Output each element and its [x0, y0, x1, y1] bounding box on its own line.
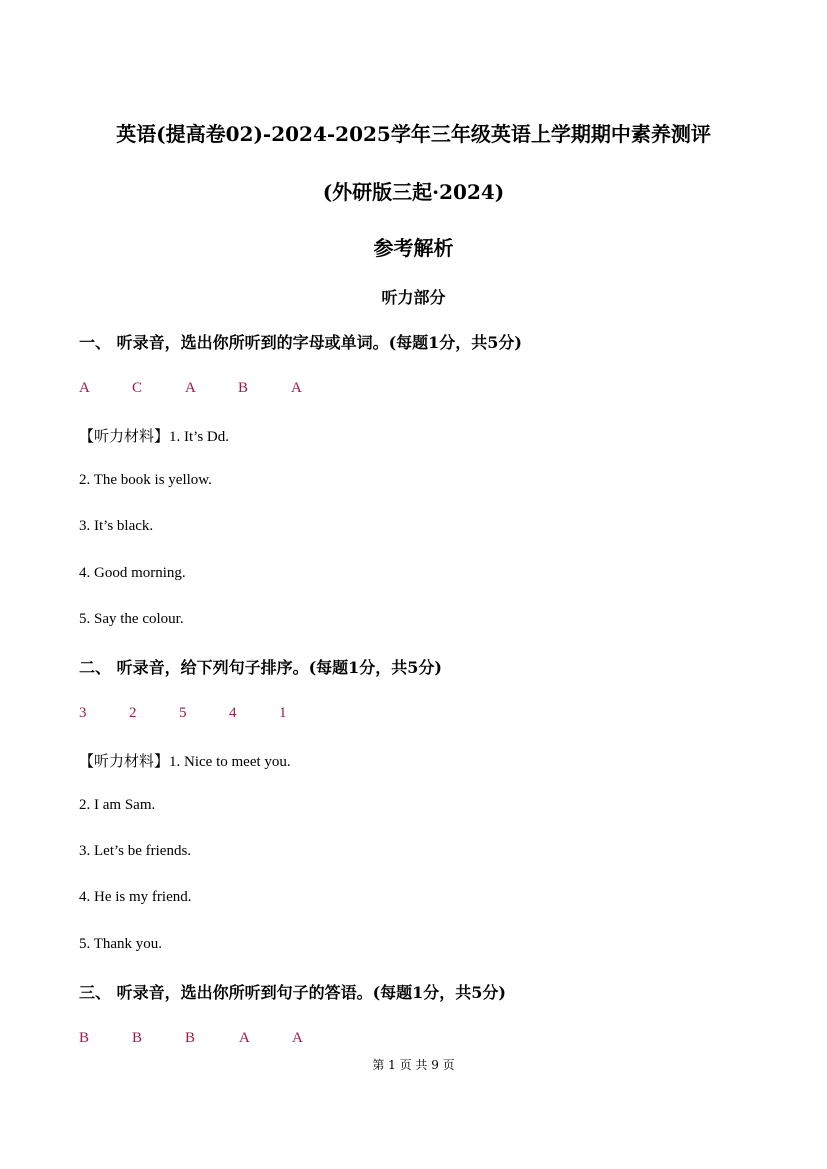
answer: A	[79, 380, 90, 396]
answer: A	[292, 1030, 303, 1046]
answer: A	[239, 1030, 250, 1046]
listening-material-line: 4. He is my friend.	[79, 889, 192, 905]
answer: B	[79, 1030, 90, 1046]
answer: C	[132, 380, 143, 396]
listening-material-line: 3. It’s black.	[79, 518, 154, 534]
listening-material-line: 【听力材料】1. It’s Dd.	[79, 427, 230, 445]
material-label: 【听力材料】	[79, 427, 170, 445]
section-3-title: 三、 听录音，选出你所听到句子的答语。(每题1分，共5分)	[79, 983, 506, 1002]
answer: 1	[279, 705, 287, 721]
listening-material-line: 3. Let’s be friends.	[79, 843, 192, 859]
answer: B	[132, 1030, 143, 1046]
answer: 5	[179, 705, 187, 721]
listening-material-line: 【听力材料】1. Nice to meet you.	[79, 752, 291, 770]
section-2-title: 二、 听录音，给下列句子排序。(每题1分，共5分)	[79, 658, 442, 677]
answer: 2	[129, 705, 137, 721]
answer: A	[185, 380, 196, 396]
section-1-title: 一、 听录音，选出你所听到的字母或单词。(每题1分，共5分)	[79, 333, 522, 352]
material-label: 【听力材料】	[79, 752, 170, 770]
answer: B	[185, 1030, 196, 1046]
listening-material-line: 4. Good morning.	[79, 565, 186, 581]
listening-material-line: 5. Thank you.	[79, 936, 163, 952]
part-heading: 听力部分	[381, 288, 446, 307]
answer: 3	[79, 705, 87, 721]
listening-material-line: 5. Say the colour.	[79, 611, 184, 627]
document-title: 英语(提高卷02)-2024-2025学年三年级英语上学期期中素养测评	[116, 122, 711, 146]
document-subtitle: (外研版三起·2024)	[322, 180, 505, 204]
answer: 4	[229, 705, 237, 721]
document-heading: 参考解析	[373, 236, 454, 260]
listening-material-line: 2. The book is yellow.	[79, 472, 212, 488]
page-footer: 第 1 页 共 9 页	[372, 1058, 455, 1072]
listening-material-line: 2. I am Sam.	[79, 797, 156, 813]
answer: B	[238, 380, 249, 396]
answer: A	[291, 380, 302, 396]
